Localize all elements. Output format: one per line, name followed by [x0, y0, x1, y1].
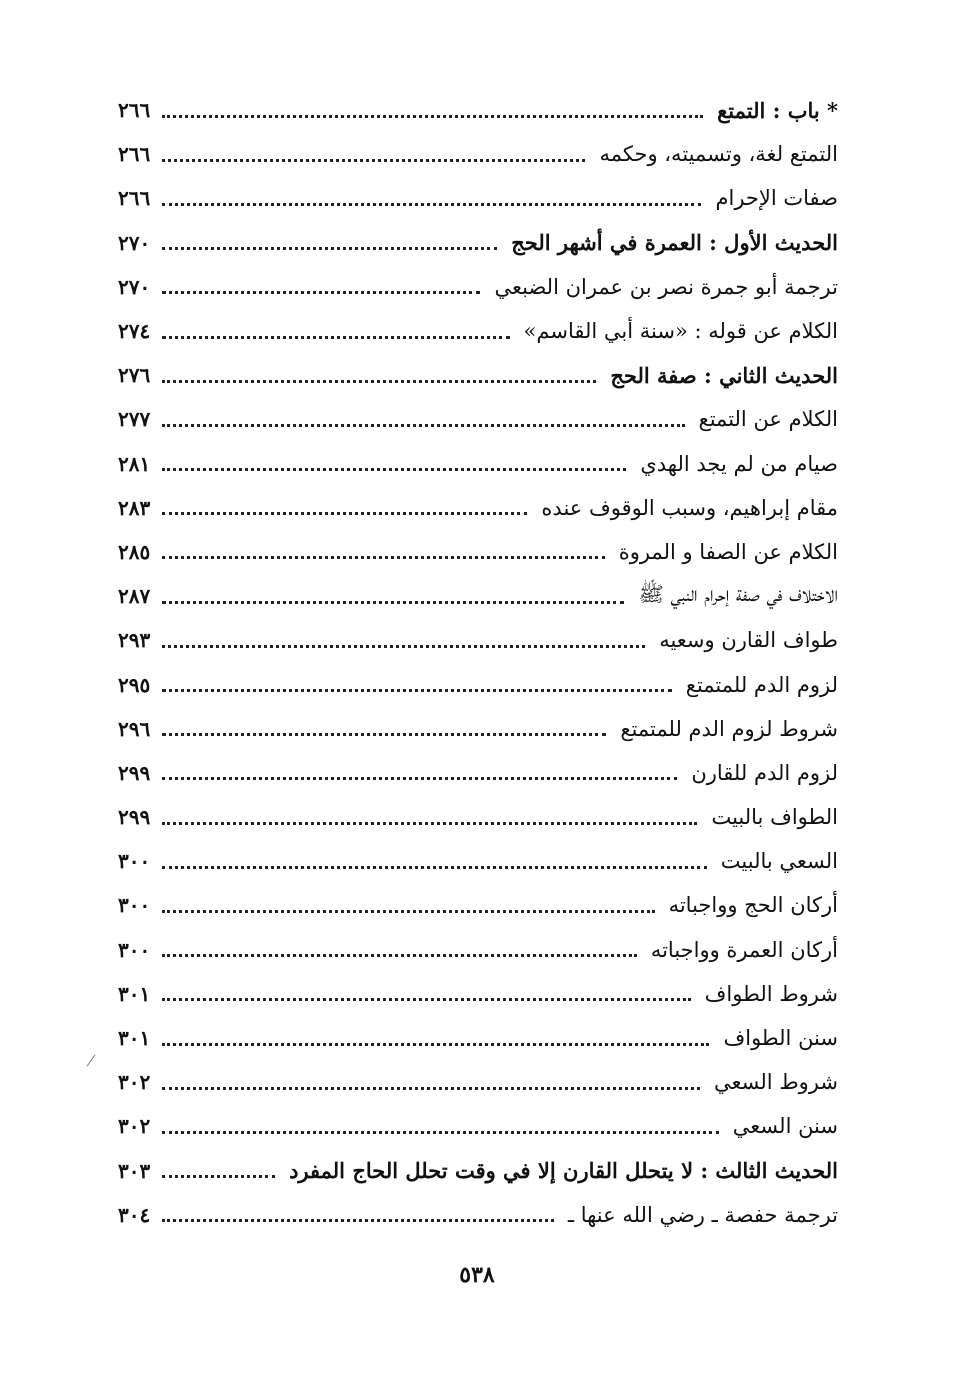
dot-leader [162, 336, 509, 339]
toc-entry [118, 1149, 838, 1193]
toc-entry [118, 88, 838, 132]
dot-leader [162, 910, 654, 913]
toc-entry-page: ٢٩٩ [118, 760, 151, 785]
dot-leader [162, 203, 701, 206]
toc-entry [118, 1060, 838, 1104]
toc-entry-page: ٢٨٣ [118, 495, 151, 520]
toc-entry-page: ٢٧٠ [118, 230, 151, 255]
toc-entry-title: شروط الطواف [704, 981, 838, 1006]
toc-entry-page: ٢٩٥ [118, 672, 151, 697]
toc-entry-title: صيام من لم يجد الهدي [640, 451, 838, 476]
toc-entry-title: أركان الحج وواجباته [668, 893, 838, 918]
toc-entry-page: ٣٠١ [118, 1026, 151, 1051]
dot-leader [162, 866, 707, 869]
toc-entry-title: سنن الطواف [723, 1026, 838, 1051]
dot-leader [162, 733, 606, 736]
dot-leader [162, 645, 645, 648]
toc-entry-title: لزوم الدم للقارن [691, 760, 838, 785]
toc-entry [118, 1016, 838, 1060]
toc-entry-title: الحديث الثاني : صفة الحج [610, 362, 838, 388]
toc-entry [118, 530, 838, 574]
toc-entry-title: شروط السعي [713, 1070, 838, 1095]
toc-entry [118, 353, 838, 397]
toc-entry-page: ٢٧٠ [118, 274, 151, 299]
toc-entry [118, 132, 838, 176]
toc-entry [118, 662, 838, 706]
toc-entry-page: ٣٠٣ [118, 1158, 151, 1183]
toc-entry-page: ٣٠٢ [118, 1114, 151, 1139]
toc-entry-title: السعي بالبيت [720, 849, 838, 874]
toc-entry [118, 397, 838, 441]
toc-entry-page: ٢٩٩ [118, 805, 151, 830]
toc-entry-title: طواف القارن وسعيه [659, 628, 838, 653]
toc-entry-page: ٢٦٦ [118, 186, 151, 211]
toc-entry-page: ٣٠١ [118, 981, 151, 1006]
dot-leader [162, 1219, 554, 1222]
toc-entry [118, 707, 838, 751]
toc-entry-page: ٢٧٦ [118, 363, 151, 388]
toc-entry-title: ترجمة أبو جمرة نصر بن عمران الضبعي [494, 274, 838, 299]
toc-entry-title: سنن السعي [732, 1114, 838, 1139]
toc-entry-title: الطواف بالبيت [711, 805, 838, 830]
dot-leader [162, 1087, 700, 1090]
toc-entry-page: ٢٨٥ [118, 539, 151, 564]
toc-entry [118, 486, 838, 530]
toc-entry [118, 265, 838, 309]
dot-leader [162, 998, 690, 1001]
toc-entry [118, 221, 838, 265]
dot-leader [162, 115, 703, 118]
dot-leader [162, 954, 637, 957]
toc-entry [118, 618, 838, 662]
dot-leader [162, 380, 596, 383]
toc-entry-title: الكلام عن الصفا و المروة [618, 539, 838, 564]
dot-leader [162, 822, 697, 825]
toc-entry-title: شروط لزوم الدم للمتمتع [620, 716, 838, 741]
toc-entry-title: الحديث الأول : العمرة في أشهر الحج [511, 230, 838, 256]
dot-leader [162, 777, 677, 780]
dot-leader [162, 601, 624, 604]
toc-entry-title: الكلام عن قوله : «سنة أبي القاسم» [523, 319, 838, 344]
toc-entry [118, 972, 838, 1016]
dot-leader [162, 291, 480, 294]
toc-entry-title: الكلام عن التمتع [698, 407, 838, 432]
toc-entry-page: ٣٠٠ [118, 849, 151, 874]
toc-entry [118, 309, 838, 353]
toc-entry [118, 839, 838, 883]
toc-entry-title: ترجمة حفصة ـ رضي الله عنها ـ [567, 1202, 838, 1227]
toc-entry-page: ٢٧٧ [118, 407, 151, 432]
toc-entry-page: ٢٩٦ [118, 716, 151, 741]
toc-entry-page: ٣٠٠ [118, 937, 151, 962]
dot-leader [162, 512, 527, 515]
dot-leader [162, 468, 626, 471]
toc-entry-title: * باب : التمتع [717, 97, 838, 123]
scan-mark [87, 1054, 96, 1066]
toc-entry-page: ٣٠٠ [118, 893, 151, 918]
toc-entry-page: ٣٠٢ [118, 1070, 151, 1095]
toc-entry-page: ٢٨١ [118, 451, 151, 476]
toc-entry-page: ٣٠٤ [118, 1202, 151, 1227]
toc-entry [118, 883, 838, 927]
toc-entry-title: مقام إبراهيم، وسبب الوقوف عنده [541, 495, 838, 520]
toc-entry-page: ٢٦٦ [118, 142, 151, 167]
dot-leader [162, 159, 585, 162]
toc-entry-title: أركان العمرة وواجباته [650, 937, 838, 962]
toc-entry-page: ٢٧٤ [118, 319, 151, 344]
dot-leader [162, 689, 672, 692]
toc-entry [118, 928, 838, 972]
page-number: ٥٣٨ [459, 1262, 495, 1288]
toc-entry-page: ٢٩٣ [118, 628, 151, 653]
toc-entry-page: ٢٨٧ [118, 584, 151, 609]
dot-leader [162, 424, 684, 427]
table-of-contents [118, 88, 838, 1237]
toc-entry [118, 795, 838, 839]
toc-entry [118, 574, 838, 618]
dot-leader [162, 556, 604, 559]
toc-entry-title: الاختلاف في صفة إحرام النبي ﷺ [638, 581, 838, 606]
toc-entry-title: صفات الإحرام [715, 186, 838, 211]
toc-entry-title: الحديث الثالث : لا يتحلل القارن إلا في وقت تحلل الحاج المفرد [289, 1158, 838, 1184]
toc-entry-title: التمتع لغة، وتسميته، وحكمه [599, 142, 838, 167]
toc-entry-title: لزوم الدم للمتمتع [685, 672, 838, 697]
toc-entry [118, 1104, 838, 1148]
toc-entry-page: ٢٦٦ [118, 98, 151, 123]
dot-leader [162, 1175, 275, 1178]
dot-leader [162, 1043, 709, 1046]
dot-leader [162, 1131, 719, 1134]
toc-entry [118, 751, 838, 795]
toc-entry [118, 1193, 838, 1237]
toc-entry [118, 176, 838, 220]
toc-entry [118, 442, 838, 486]
dot-leader [162, 247, 497, 250]
